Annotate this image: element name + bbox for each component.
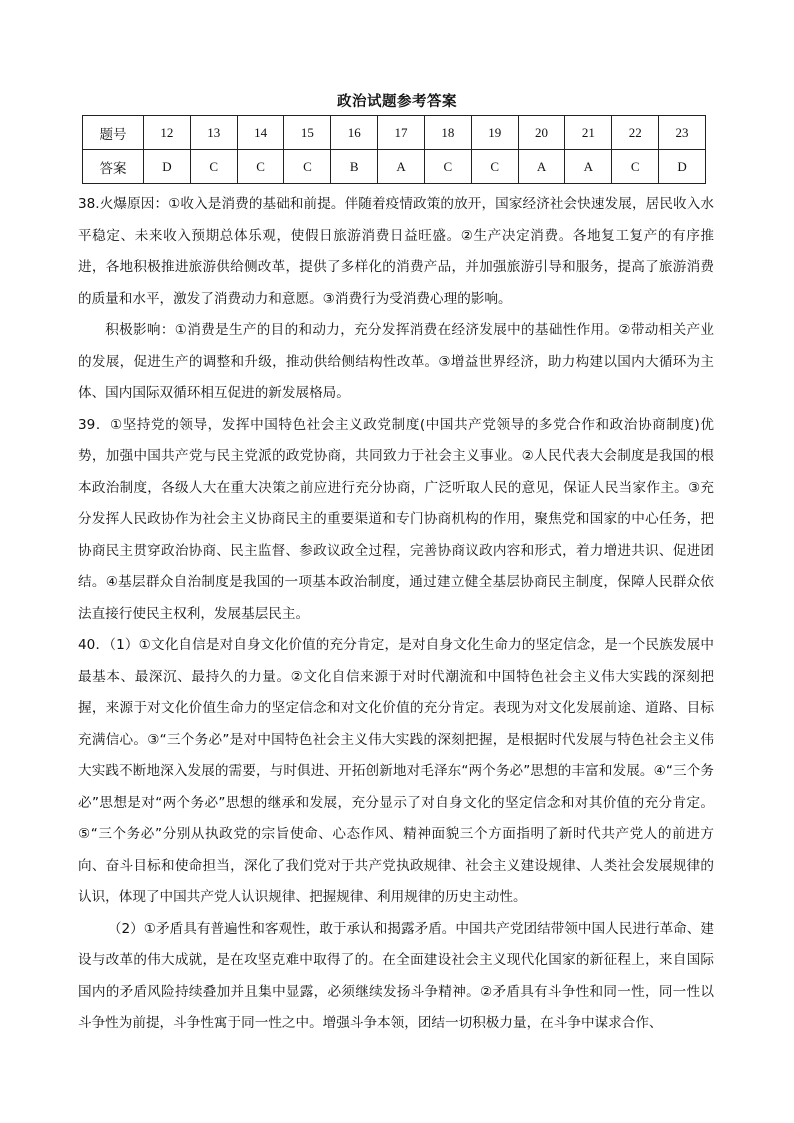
- table-cell: 21: [565, 116, 612, 150]
- table-cell: 23: [659, 116, 706, 150]
- table-cell: A: [565, 150, 612, 184]
- table-cell: 22: [612, 116, 659, 150]
- q38-reasons-paragraph: 38.火爆原因：①收入是消费的基础和前提。伴随着疫情政策的放开，国家经济社会快速发展，居民收入水平稳定、未来收入预期总体乐观，使假日旅游消费日益旺盛。②生产决定消费。各地复工复产的有序推进，各地积极推进旅游供给侧改革，提供了多样化的消费产品，并加强旅游引导和服务，提高了旅游消费的质量和水平，激发了消费动力和意愿。③消费行为受消费心理的影响。: [78, 196, 714, 307]
- answer-table: [82, 115, 706, 184]
- table-cell: 13: [190, 116, 237, 150]
- table-cell: B: [331, 150, 378, 184]
- table-cell: A: [378, 150, 425, 184]
- q40-part2-paragraph: （2）①矛盾具有普遍性和客观性，敢于承认和揭露矛盾。中国共产党团结带领中国人民进行革命、建设与改革的伟大成就，是在攻坚克难中取得了的。在全面建设社会主义现代化国家的新征程上，来自国际国内的矛盾风险持续叠加并且集中显露，必须继续发扬斗争精神。②矛盾具有斗争性和同一性，同一性以斗争性为前提，斗争性寓于同一性之中。增强斗争本领，团结一切积极力量，在斗争中谋求合作、: [78, 920, 714, 1031]
- table-cell: C: [237, 150, 284, 184]
- table-cell: C: [284, 150, 331, 184]
- page-title: 政治试题参考答案: [337, 94, 457, 110]
- table-cell: 18: [424, 116, 471, 150]
- table-cell: C: [424, 150, 471, 184]
- table-cell: C: [471, 150, 518, 184]
- table-cell: C: [190, 150, 237, 184]
- table-cell: 12: [144, 116, 191, 150]
- table-cell: C: [612, 150, 659, 184]
- table-cell: 14: [237, 116, 284, 150]
- table-row-numbers: [83, 116, 706, 150]
- table-cell: D: [144, 150, 191, 184]
- table-row-answers: [83, 150, 706, 184]
- table-header-cell: 答案: [83, 150, 144, 184]
- table-cell: 16: [331, 116, 378, 150]
- table-cell: 19: [471, 116, 518, 150]
- table-header-cell: 题号: [83, 116, 144, 150]
- answer-body: [78, 189, 714, 1040]
- table-cell: 20: [518, 116, 565, 150]
- q38-impact-paragraph: 积极影响：①消费是生产的目的和动力，充分发挥消费在经济发展中的基础性作用。②带动相关产业的发展，促进生产的调整和升级，推动供给侧结构性改革。③增益世界经济，助力构建以国内大循环为主体、国内国际双循环相互促进的新发展格局。: [78, 322, 714, 401]
- q40-part1-paragraph: 40．（1）①文化自信是对自身文化价值的充分肯定，是对自身文化生命力的坚定信念，是一个民族发展中最基本、最深沉、最持久的力量。②文化自信来源于对时代潮流和中国特色社会主义伟大实践的深刻把握，来源于对文化价值生命力的坚定信念和对文化价值的充分肯定。表现为对文化发展前途、道路、目标充满信心。③“三个务必”是对中国特色社会主义伟大实践的深刻把握，是根据时代发展与特色社会主义伟大实践不断地深入发展的需要，与时俱进、开拓创新地对毛泽东“两个务必”思想的丰富和发展。④“三个务必”思想是对“两个务必”思想的继承和发展，充分显示了对自身文化的坚定信念和对其价值的充分肯定。⑤“三个务必”分别从执政党的宗旨使命、心态作风、精神面貌三个方面指明了新时代共产党人的前进方向、奋斗目标和使命担当，深化了我们党对于共产党执政规律、社会主义建设规律、人类社会发展规律的认识，体现了中国共产党人认识规律、把握规律、利用规律的历史主动性。: [78, 637, 714, 905]
- table-cell: 15: [284, 116, 331, 150]
- table-cell: D: [659, 150, 706, 184]
- table-cell: A: [518, 150, 565, 184]
- q39-paragraph: 39．①坚持党的领导，发挥中国特色社会主义政党制度(中国共产党领导的多党合作和政治协商制度)优势，加强中国共产党与民主党派的政党协商，共同致力于社会主义事业。②人民代表大会制度是我国的根本政治制度，各级人大在重大决策之前应进行充分协商，广泛听取人民的意见，保证人民当家作主。③充分发挥人民政协作为社会主义协商民主的重要渠道和专门协商机构的作用，聚焦党和国家的中心任务，把协商民主贯穿政治协商、民主监督、参政议政全过程，完善协商议政内容和形式，着力增进共识、促进团结。④基层群众自治制度是我国的一项基本政治制度，通过建立健全基层协商民主制度，保障人民群众依法直接行使民主权利，发展基层民主。: [78, 416, 714, 622]
- table-cell: 17: [378, 116, 425, 150]
